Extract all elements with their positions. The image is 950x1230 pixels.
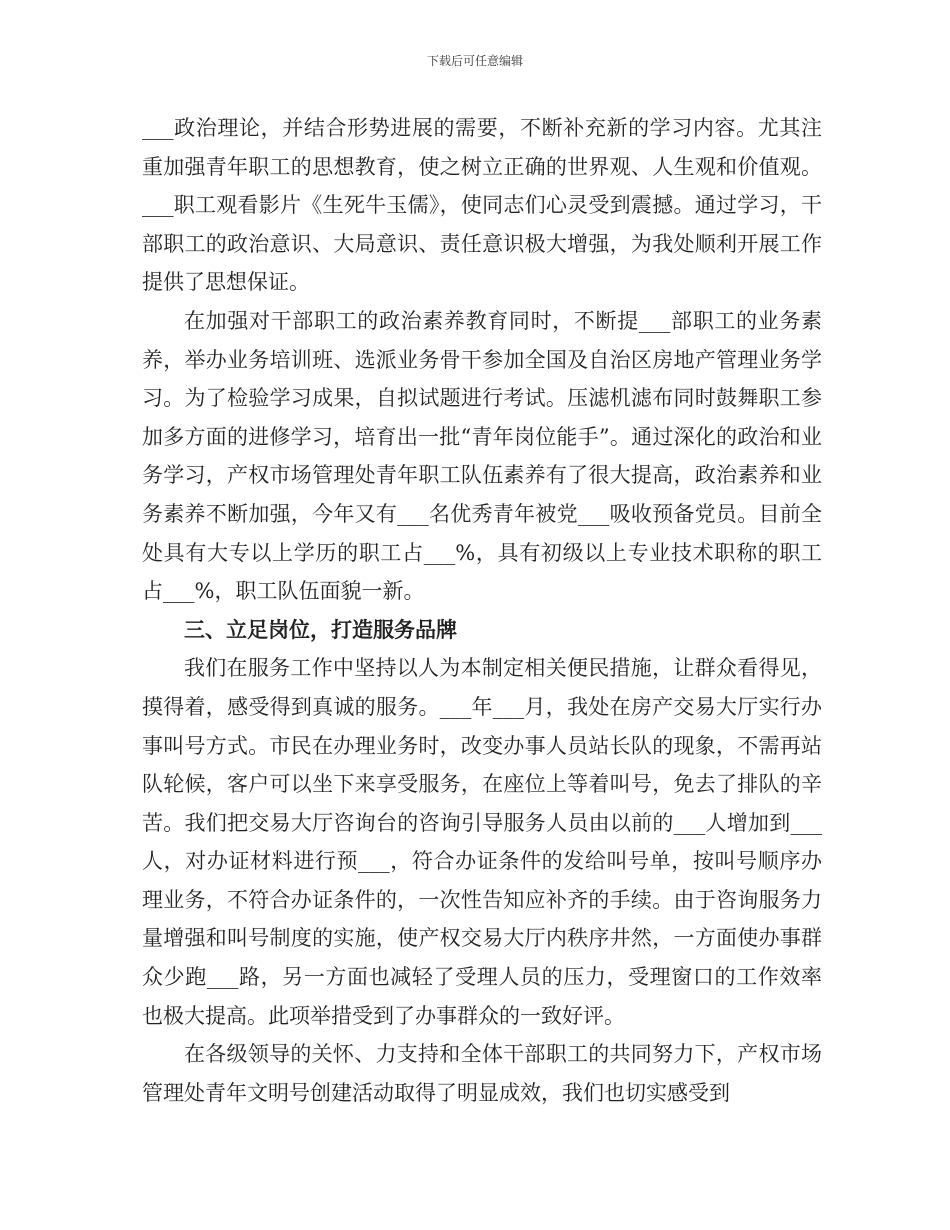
paragraph-4: 在各级领导的关怀、力支持和全体干部职工的共同努力下，产权市场管理处青年文明号创建活动取得了明显成效，我们也切实感受到 [142, 1042, 822, 1105]
paragraph-2: 在加强对干部职工的政治素养教育同时，不断提___部职工的业务素养，举办业务培训班、选派业务骨干参加全国及自治区房地产管理业务学习。为了检验学习成果，自拟试题进行考试。压滤机滤布同时鼓舞职工参加多方面的进修学习，培育出一批“青年岗位能手”。通过深化的政治和业务学习，产权市场管理处青年职工队伍素养有了很大提高，政治素养和业务素养不断加强，今年又有___名优秀青年被党___吸收预备党员。目前全处具有大专以上学历的职工占___%，具有初级以上专业技术职称的职工占___%，职工队伍面貌一新。 [142, 308, 822, 604]
paragraph-1: ___政治理论，并结合形势进展的需要，不断补充新的学习内容。尤其注重加强青年职工的思想教育，使之树立正确的世界观、人生观和价值观。___职工观看影片《生死牛玉儒》，使同志们心灵受到震撼。通过学习，干部职工的政治意识、大局意识、责任意识极大增强，为我处顺利开展工作提供了思想保证。 [142, 116, 822, 295]
page-header: 下载后可任意编辑 [426, 54, 523, 68]
section-heading: 三、立足岗位，打造服务品牌 [184, 616, 457, 642]
paragraph-3: 我们在服务工作中坚持以人为本制定相关便民措施，让群众看得见，摸得着，感受得到真诚的服务。___年___月，我处在房产交易大厅实行办事叫号方式。市民在办理业务时，改变办事人员站长队的现象，不需再站队轮候，客户可以坐下来享受服务，在座位上等着叫号，免去了排队的辛苦。我们把交易大厅咨询台的咨询引导服务人员由以前的___人增加到___人，对办证材料进行预___，符合办证条件的发给叫号单，按叫号顺序办理业务，不符合办证条件的，一次性告知应补齐的手续。由于咨询服务力量增强和叫号制度的实施，使产权交易大厅内秩序井然，一方面使办事群众少跑___路，另一方面也减轻了受理人员的压力，受理窗口的工作效率也极大提高。此项举措受到了办事群众的一致好评。 [142, 656, 822, 1028]
document-body [142, 109, 822, 1112]
